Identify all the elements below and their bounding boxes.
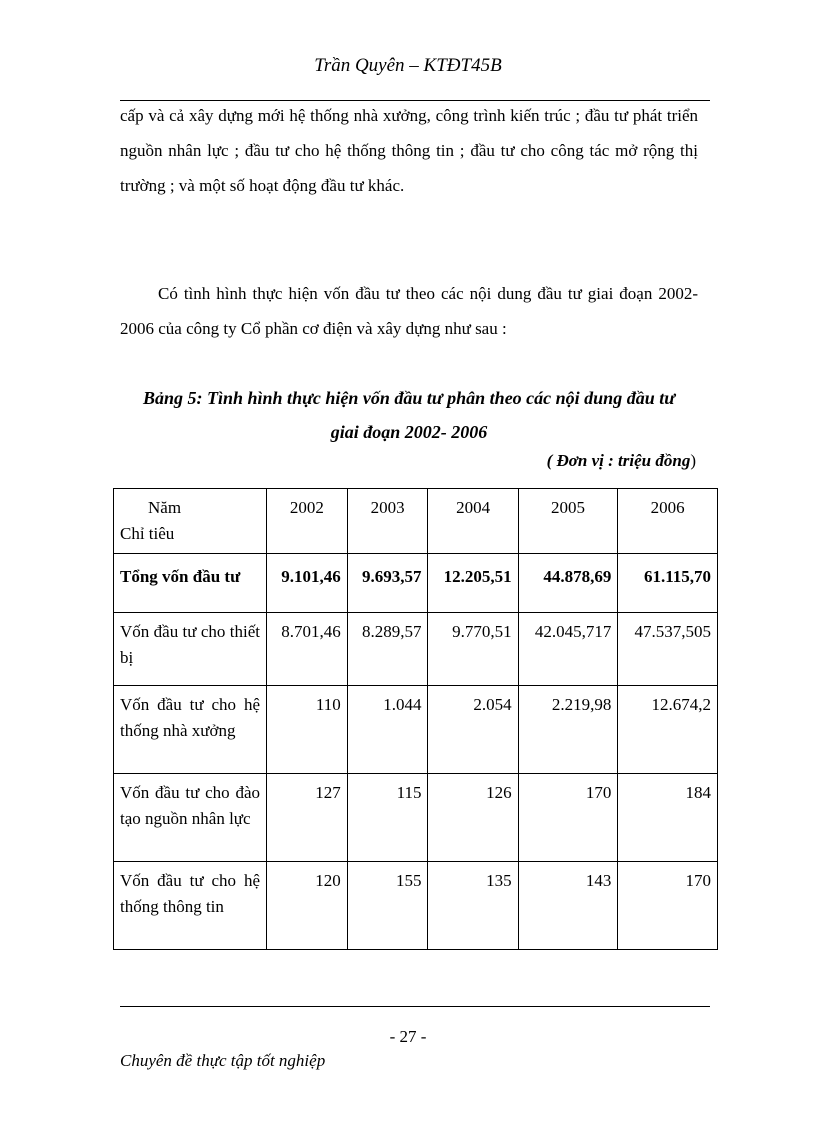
header-indicator-label: Chỉ tiêu	[120, 524, 175, 543]
table-cell: 2.054	[428, 686, 518, 774]
header-year-cell: 2003	[347, 489, 428, 554]
investment-table	[113, 488, 718, 950]
table-row-total	[114, 554, 718, 613]
table-cell: 47.537,505	[618, 613, 718, 686]
footer-text: Chuyên đề thực tập tốt nghiệp	[120, 1051, 326, 1070]
table-cell: 110	[267, 686, 348, 774]
table-cell: 9.693,57	[347, 554, 428, 613]
table-cell: 12.674,2	[618, 686, 718, 774]
table-cell: 155	[347, 862, 428, 950]
table-cell: 42.045,717	[518, 613, 618, 686]
table-cell: 135	[428, 862, 518, 950]
table-header-row	[114, 489, 718, 554]
body-paragraph-2: Có tình hình thực hiện vốn đầu tư theo các nội dung đầu tư giai đoạn 2002- 2006 của công ty Cổ phần cơ điện và xây dựng như sau :	[120, 284, 698, 338]
table-cell: 126	[428, 774, 518, 862]
table-cell: 127	[267, 774, 348, 862]
table-cell: 115	[347, 774, 428, 862]
table-caption-line-2: giai đoạn 2002- 2006	[330, 422, 488, 442]
row-label: Vốn đầu tư cho hệ thống nhà xưởng	[114, 686, 267, 774]
table-cell: 120	[267, 862, 348, 950]
header-year-cell: 2004	[428, 489, 518, 554]
unit-close-paren: )	[690, 451, 696, 470]
table-row-equipment	[114, 613, 718, 686]
page-number: - 27 -	[389, 1027, 427, 1046]
table-cell: 1.044	[347, 686, 428, 774]
header-year-cell: 2002	[267, 489, 348, 554]
page-header-title: Trần Quyên – KTĐT45B	[314, 55, 502, 76]
table-cell: 8.289,57	[347, 613, 428, 686]
row-label: Vốn đầu tư cho thiết bị	[114, 613, 267, 686]
table-cell: 170	[518, 774, 618, 862]
footer-divider	[120, 1006, 710, 1007]
table-cell: 44.878,69	[518, 554, 618, 613]
table-cell: 143	[518, 862, 618, 950]
header-year-cell: 2006	[618, 489, 718, 554]
row-label: Tổng vốn đầu tư	[114, 554, 267, 613]
table-row-factory	[114, 686, 718, 774]
table-caption	[120, 381, 698, 449]
table-cell: 170	[618, 862, 718, 950]
header-year-label: Năm	[148, 498, 182, 517]
header-corner-cell	[114, 489, 267, 554]
table-cell: 8.701,46	[267, 613, 348, 686]
table-cell: 12.205,51	[428, 554, 518, 613]
table-cell: 2.219,98	[518, 686, 618, 774]
row-label: Vốn đầu tư cho đào tạo nguồn nhân lực	[114, 774, 267, 862]
table-caption-line-1: Bảng 5: Tình hình thực hiện vốn đầu tư phân theo các nội dung đầu tư	[143, 388, 675, 408]
body-paragraph-1: cấp và cả xây dựng mới hệ thống nhà xưởng, công trình kiến trúc ; đầu tư phát triển nguồn nhân lực ; đầu tư cho hệ thống thông tin ; đầu tư cho công tác mở rộng thị trường ; và một số hoạt động đầu tư khác.	[120, 106, 698, 195]
table-cell: 61.115,70	[618, 554, 718, 613]
table-row-information	[114, 862, 718, 950]
table-cell: 9.770,51	[428, 613, 518, 686]
header-year-cell: 2005	[518, 489, 618, 554]
row-label: Vốn đầu tư cho hệ thống thông tin	[114, 862, 267, 950]
table-cell: 9.101,46	[267, 554, 348, 613]
table-row-training	[114, 774, 718, 862]
table-unit-note	[547, 451, 696, 471]
unit-label: ( Đơn vị : triệu đồng	[546, 451, 691, 470]
table-cell: 184	[618, 774, 718, 862]
